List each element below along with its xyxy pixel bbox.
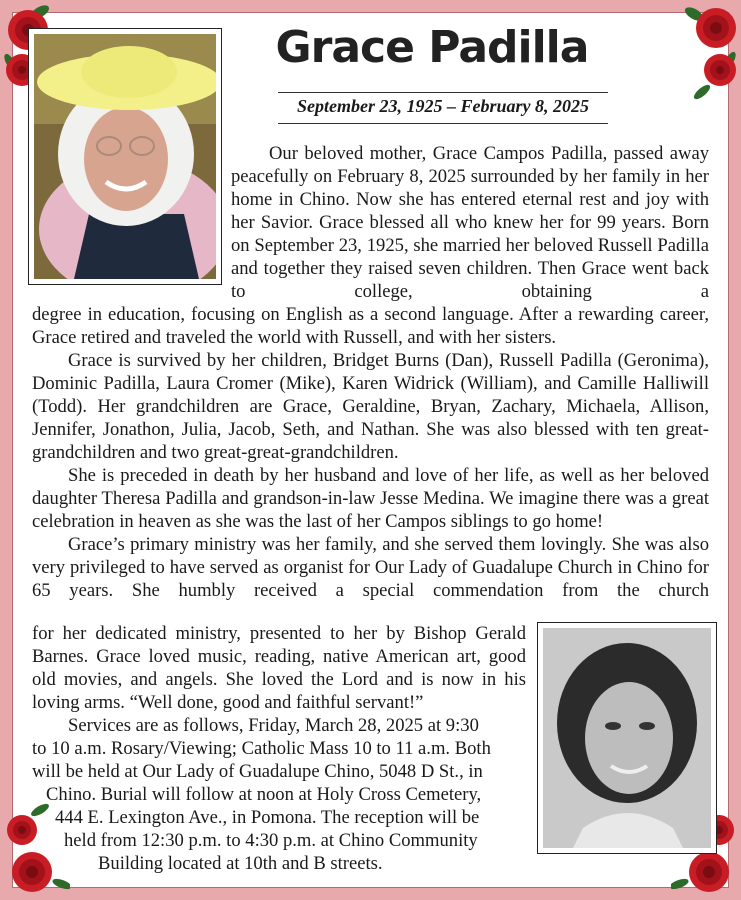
para-text: for her dedicated ministry, presented to her by Bishop Gerald Barnes. Grace loved music, reading, native American art, good old movies, and angels. She loved the Lord and is now in his loving arms. “Well done, good and faithful servant!” — [32, 623, 526, 713]
young-woman-portrait-photo — [543, 628, 711, 848]
para-text: Grace’s primary ministry was her family, and she served them lovingly. She was also very privileged to have served as organist for Our Lady of Guadalupe Church in Chino for 65 years. She humbly received a special commendation from the church — [32, 534, 709, 601]
obit-para-4-bottom — [32, 622, 526, 714]
rose-corner-top-right-icon — [672, 0, 741, 110]
deceased-name: Grace Padilla — [275, 22, 589, 73]
life-dates-rule — [278, 92, 608, 124]
para-text: She is preceded in death by her husband and love of her life, as well as her beloved daughter Theresa Padilla and grandson-in-law Jesse Medina. We imagine there was a great celebration in heaven as she was the last of her Campos siblings to go home! — [32, 465, 709, 532]
services-info — [0, 714, 530, 875]
services-line: 444 E. Lexington Ave., in Pomona. The reception will be — [55, 807, 480, 828]
elderly-woman-straw-hat-photo — [34, 34, 216, 279]
services-line: Chino. Burial will follow at noon at Holy Cross Cemetery, — [46, 784, 482, 805]
life-dates: September 23, 1925 – February 8, 2025 — [297, 96, 589, 116]
obit-body-full — [32, 303, 709, 602]
services-line: Building located at 10th and B streets. — [98, 853, 383, 874]
para-text: degree in education, focusing on English as a second language. After a rewarding career, Grace retired and traveled the world with Russell, and with her sisters. — [32, 304, 709, 348]
services-line: Services are as follows, Friday, March 28, 2025 at 9:30 — [68, 715, 479, 736]
services-line: to 10 a.m. Rosary/Viewing; Catholic Mass 10 to 11 a.m. Both — [32, 738, 491, 759]
services-line: will be held at Our Lady of Guadalupe Chino, 5048 D St., in — [32, 761, 483, 782]
services-line: held from 12:30 p.m. to 4:30 p.m. at Chino Community — [64, 830, 478, 851]
para-text: Grace is survived by her children, Bridget Burns (Dan), Russell Padilla (Geronima), Dominic Padilla, Laura Cromer (Mike), Karen Widrick (William), and Camille Halliwill (Todd). Her grandchildren are Grace, Geraldine, Bryan, Zachary, Michaela, Allison, Jennifer, Jonathon, Julia, Jacob, Seth, and Nathan. She was also blessed with ten great-grandchildren and two great-great-grandchildren. — [32, 350, 709, 463]
photo-young-grace — [537, 622, 717, 854]
photo-elderly-grace — [28, 28, 222, 285]
para-text: Our beloved mother, Grace Campos Padilla, passed away peacefully on February 8, 2025 surrounded by her family in her home in Chino. Now she has entered eternal rest and joy with her Savior. Grace blessed all who knew her for 99 years. Born on September 23, 1925, she married her beloved Russell Padilla and together they raised seven children. Then Grace went back to college, obtaining a — [231, 143, 709, 302]
obit-para-1-top — [231, 142, 709, 303]
